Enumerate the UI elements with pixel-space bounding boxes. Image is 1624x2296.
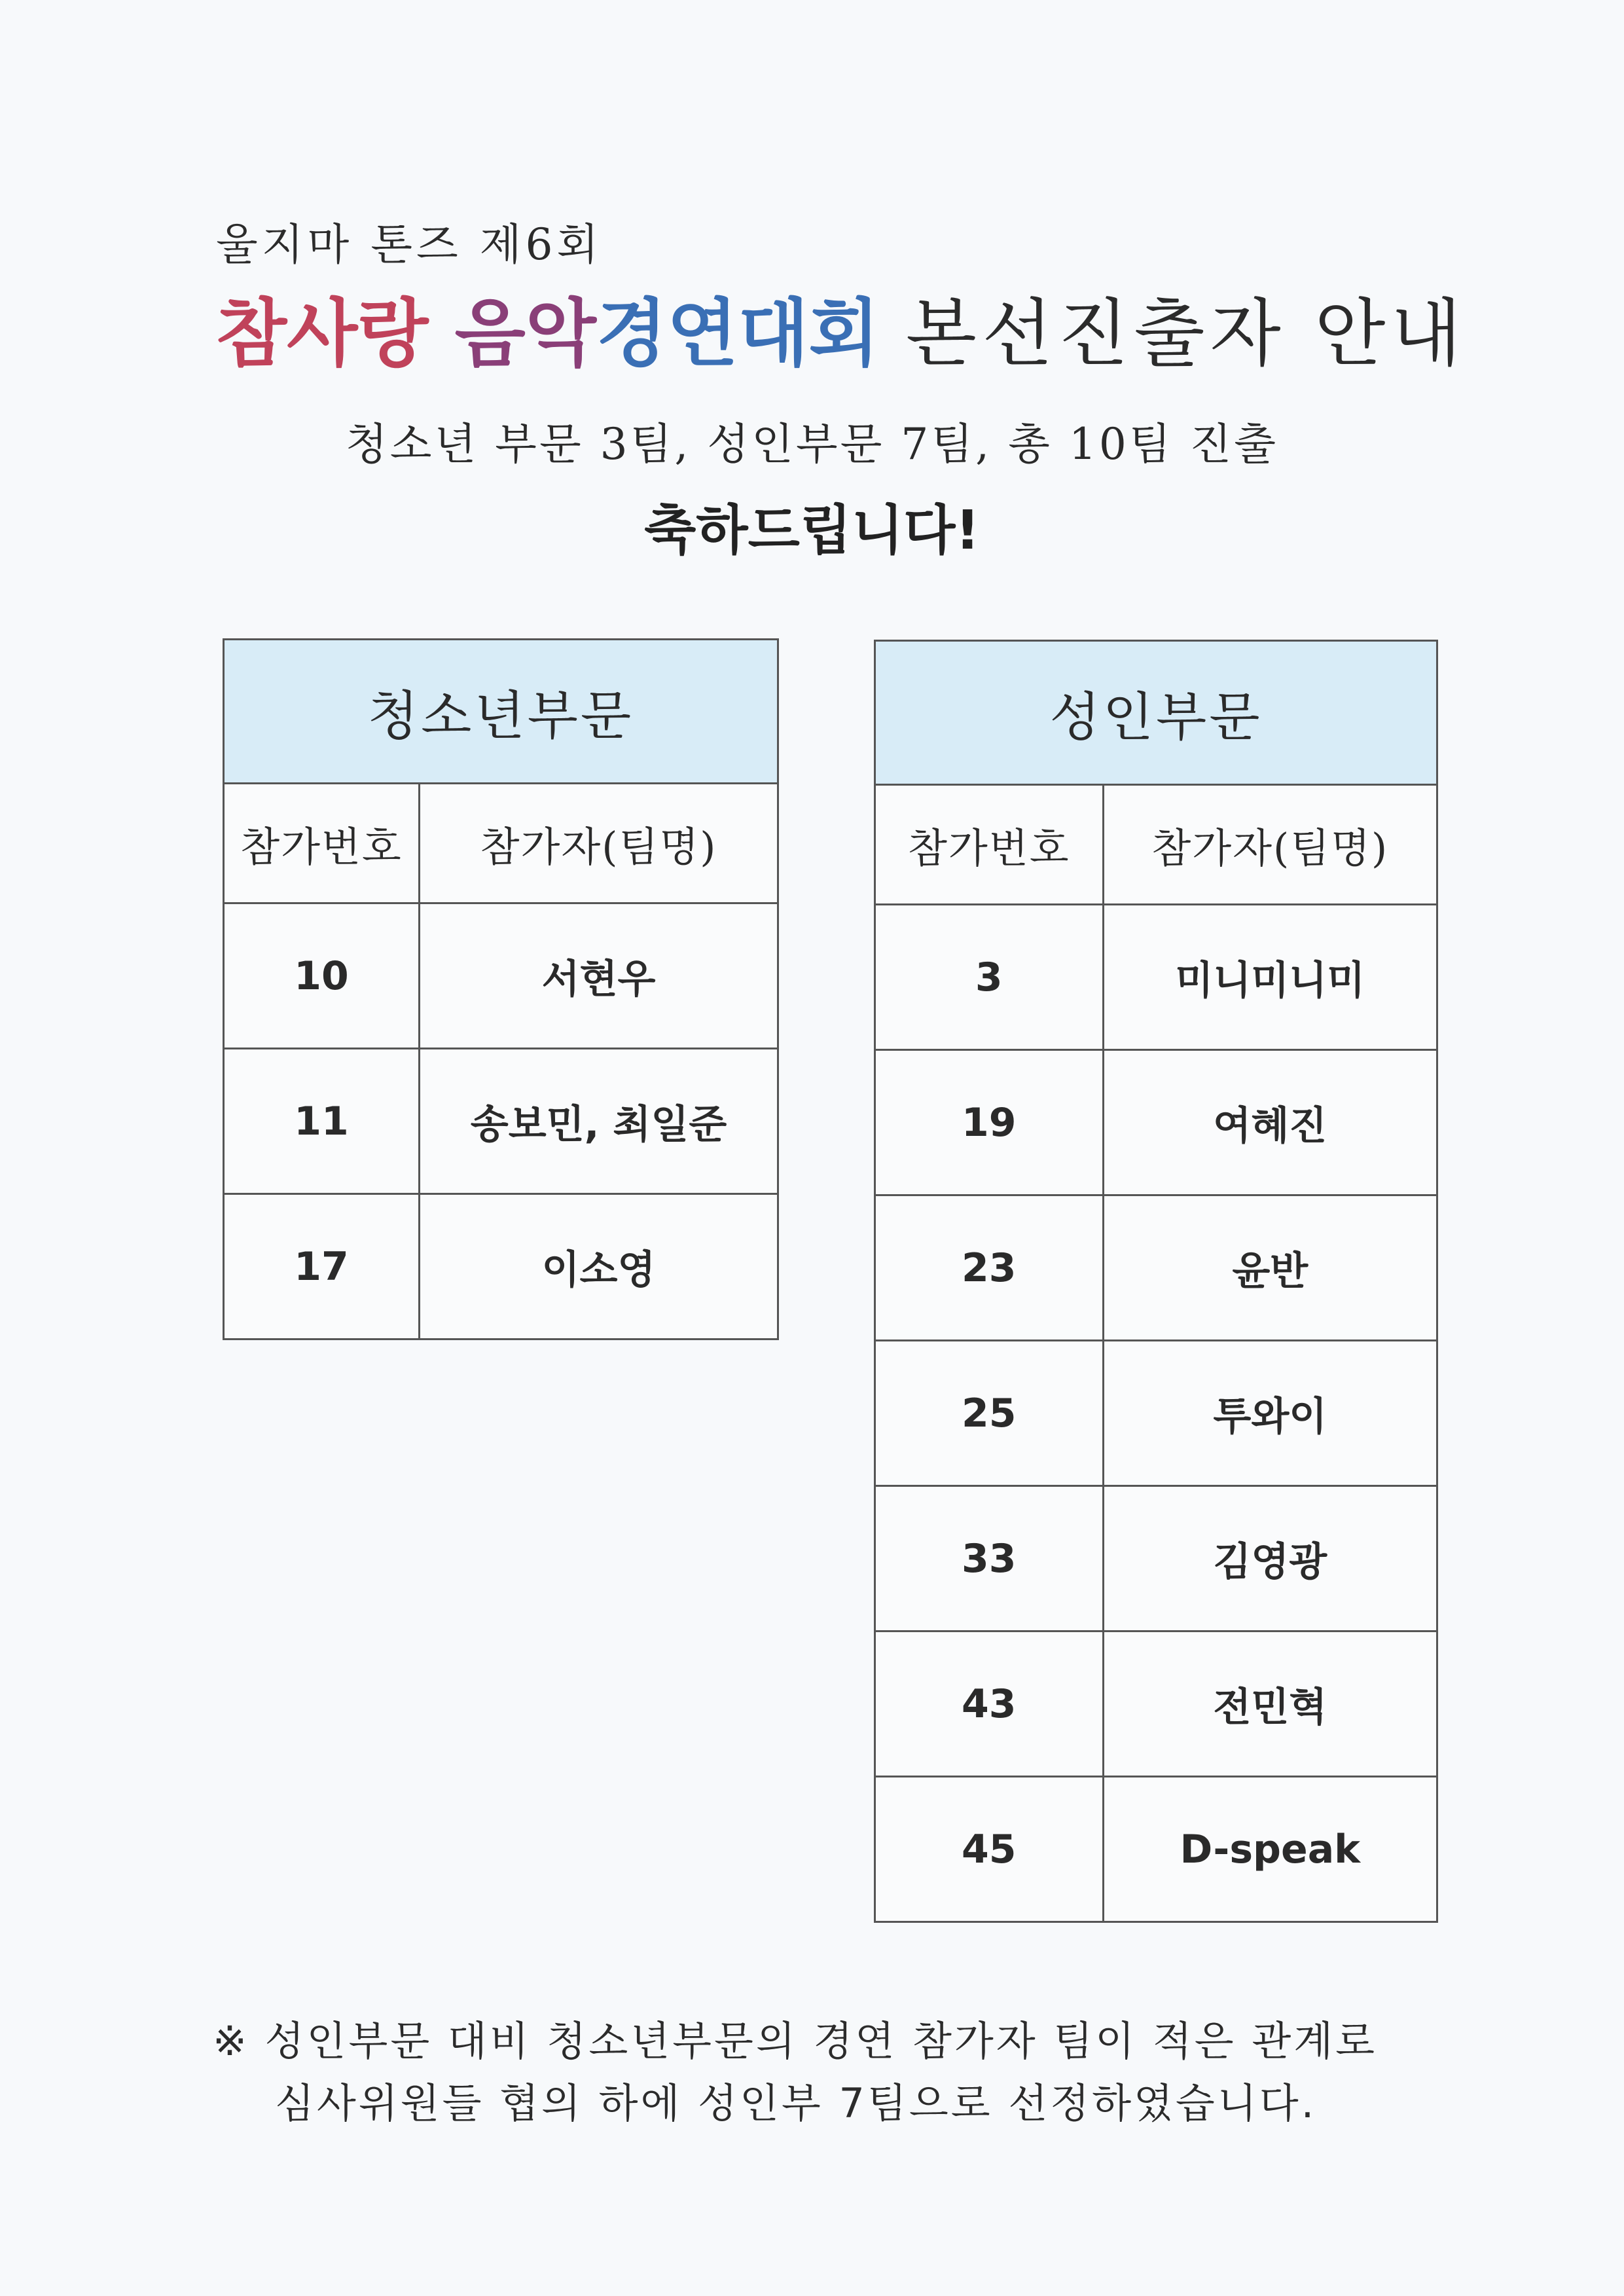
event-subtitle: 울지마 톤즈 제6회 — [216, 219, 603, 270]
entry-number: 3 — [875, 905, 1104, 1050]
table-row — [224, 903, 778, 1049]
table-row — [875, 905, 1437, 1050]
table-row — [875, 1777, 1437, 1922]
selection-note — [213, 2010, 1377, 2134]
participant-name: D-speak — [1103, 1777, 1437, 1922]
table-row — [875, 1631, 1437, 1777]
adult-results-table — [874, 640, 1438, 1923]
participant-name: 미니미니미 — [1103, 905, 1437, 1050]
entry-number: 11 — [224, 1049, 420, 1194]
entry-number: 45 — [875, 1777, 1104, 1922]
table-row — [875, 1486, 1437, 1631]
table-row — [875, 1050, 1437, 1195]
youth-col-participant: 참가자(팀명) — [420, 784, 778, 903]
participant-name: 송보민, 최일준 — [420, 1049, 778, 1194]
entry-number: 33 — [875, 1486, 1104, 1631]
participant-name: 투와이 — [1103, 1341, 1437, 1486]
page-title — [216, 275, 1467, 380]
participant-name: 전민혁 — [1103, 1631, 1437, 1777]
table-row — [224, 1194, 778, 1339]
participant-name: 여혜진 — [1103, 1050, 1437, 1195]
adult-section-title: 성인부문 — [875, 641, 1437, 785]
note-line-2: 심사위원들 협의 하에 성인부 7팀으로 선정하였습니다. — [275, 2079, 1317, 2127]
title-part-4: 본선진출자 안내 — [905, 291, 1467, 376]
title-part-1: 참사랑 — [216, 291, 429, 376]
entry-number: 43 — [875, 1631, 1104, 1777]
youth-results-table — [223, 638, 779, 1340]
entry-number: 25 — [875, 1341, 1104, 1486]
participant-name: 이소영 — [420, 1194, 778, 1339]
participant-name: 김영광 — [1103, 1486, 1437, 1631]
finalist-summary: 청소년 부문 3팀, 성인부문 7팀, 총 10팀 진출 — [345, 419, 1279, 469]
entry-number: 10 — [224, 903, 420, 1049]
note-line-1: ※ 성인부문 대비 청소년부문의 경연 참가자 팀이 적은 관계로 — [213, 2017, 1378, 2065]
table-row — [875, 1341, 1437, 1486]
adult-col-number: 참가번호 — [875, 785, 1104, 905]
title-part-3: 경연대회 — [596, 291, 880, 376]
table-row — [875, 1195, 1437, 1341]
title-part-2: 음악 — [454, 291, 596, 376]
entry-number: 19 — [875, 1050, 1104, 1195]
youth-section-title: 청소년부문 — [224, 640, 778, 784]
congratulations-text: 축하드립니다! — [644, 500, 980, 562]
entry-number: 23 — [875, 1195, 1104, 1341]
entry-number: 17 — [224, 1194, 420, 1339]
youth-col-number: 참가번호 — [224, 784, 420, 903]
participant-name: 윤반 — [1103, 1195, 1437, 1341]
participant-name: 서현우 — [420, 903, 778, 1049]
adult-col-participant: 참가자(팀명) — [1103, 785, 1437, 905]
table-row — [224, 1049, 778, 1194]
